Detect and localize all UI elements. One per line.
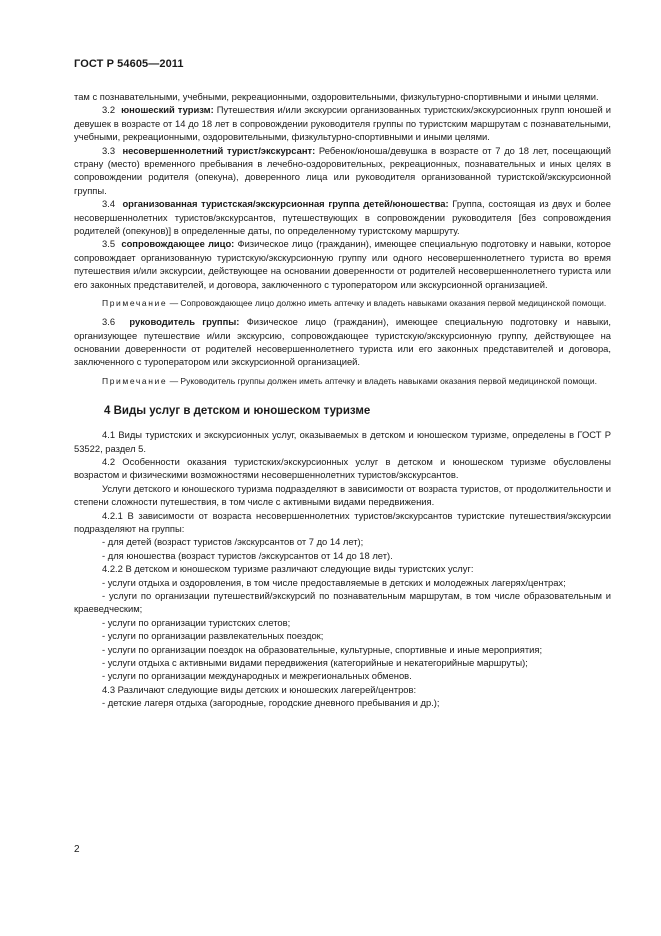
list-item: - для юношества (возраст туристов /экскурсантов от 14 до 18 лет). bbox=[102, 549, 393, 561]
note-text: — Сопровождающее лицо должно иметь аптечку и владеть навыками оказания первой медицинской помощи. bbox=[167, 298, 607, 309]
definition-3-6 bbox=[74, 315, 611, 369]
note-label: Примечание bbox=[102, 298, 168, 309]
list-item: - услуги по организации поездок на образовательные, культурные, спортивные и иные мероприятия; bbox=[102, 643, 543, 655]
note-1 bbox=[74, 297, 611, 309]
term: сопровождающее лицо: bbox=[121, 238, 235, 250]
definition-3-2 bbox=[74, 103, 611, 143]
clause-number: 3.4 bbox=[102, 198, 116, 210]
clause-4-2-text: Услуги детского и юношеского туризма подразделяют в зависимости от возраста туристов, от продолжительности и степени сложности путешествия, в том числе с активными видами передвижения. bbox=[74, 482, 611, 508]
definition-3-3 bbox=[74, 144, 611, 198]
definition-3-4 bbox=[74, 197, 611, 237]
clause-number: 3.2 bbox=[102, 104, 116, 116]
section-4-heading: 4 Виды услуг в детском и юношеском туризме bbox=[104, 404, 371, 417]
list-item: - услуги по организации путешествий/экскурсий по познавательным маршрутам, в том числе образовательным и краеведческим; bbox=[74, 590, 611, 615]
list-item: - услуги по организации развлекательных поездок; bbox=[102, 630, 324, 642]
definition-text: Группа, состоящая из двух и более несовершеннолетних туристов/экскурсантов, путешествующих в сопровождении руководителя [без сопровождения родителей (опекунов)] в определенные даты, по определенному туристскому маршруту. bbox=[74, 198, 611, 237]
term: несовершеннолетний турист/экскурсант: bbox=[122, 144, 316, 156]
list-item: - услуги по организации туристских слетов; bbox=[102, 616, 291, 628]
paragraph-continuation: там с познавательными, учебными, рекреационными, оздоровительными, физкультурно-спортивными и иными целями. bbox=[74, 91, 599, 102]
term: руководитель группы: bbox=[129, 316, 240, 328]
note-text: — Руководитель группы должен иметь аптечку и владеть навыками оказания первой медицинской помощи. bbox=[167, 375, 598, 386]
list-item: - услуги по организации международных и межрегиональных обменов. bbox=[102, 670, 412, 682]
standard-header: ГОСТ Р 54605—2011 bbox=[74, 58, 184, 70]
clause-4-2-1: 4.2.1 В зависимости от возраста несовершеннолетних туристов/экскурсантов туристские путешествия/экскурсии подразделяют на группы: bbox=[74, 509, 611, 534]
note-2 bbox=[74, 375, 611, 387]
definition-text: Ребенок/юноша/девушка в возрасте от 7 до 18 лет, посещающий страну (место) временного пребывания в лечебно-оздоровительных, рекреационных, познавательных и иных целях в сопровождении родителя (опекуна), доверенного лица или руководителя организованной туристской/экскурсионной группы. bbox=[74, 144, 611, 196]
list-item: - услуги отдыха с активными видами передвижения (категорийные и некатегорийные маршруты); bbox=[102, 657, 528, 669]
clause-4-2: 4.2 Особенности оказания туристских/экскурсионных услуг в детском и юношеском туризме обусловлены возрастом и физическими возможностями несовершеннолетних туристов/экскурсантов. bbox=[74, 455, 611, 481]
list-item: - детские лагеря отдыха (загородные, городские дневного пребывания и др.); bbox=[102, 697, 440, 709]
list-item: - для детей (возраст туристов /экскурсантов от 7 до 14 лет); bbox=[102, 536, 364, 548]
page-number: 2 bbox=[74, 844, 80, 855]
note-label: Примечание bbox=[102, 375, 168, 386]
definition-text: Путешествия и/или экскурсии организованных туристских/экскурсионных групп юношей и девушек в возрасте от 14 до 18 лет в сопровождении руководителя группы по туристским маршрутам с познавательными, учебными, рекреационными, оздоровительными, физкультурно-спортивными и иными целями. bbox=[74, 104, 611, 143]
clause-4-3: 4.3 Различают следующие виды детских и юношеских лагерей/центров: bbox=[102, 683, 417, 695]
document-body bbox=[74, 90, 611, 710]
definition-text: Физическое лицо (гражданин), имеющее специальную подготовку и навыки, которое сопровождает организованную туристскую/экскурсионную группу или одного несовершеннолетнего туриста во время путешествия и/или экскурсии, действующее на основании доверенности от родителей несовершеннолетнего туриста или его законных представителей, и договора, заключенного с туроператором или экскурсионной организацией. bbox=[74, 238, 611, 290]
clause-4-2-2: 4.2.2 В детском и юношеском туризме различают следующие виды туристских услуг: bbox=[102, 563, 474, 575]
list-item: - услуги отдыха и оздоровления, в том числе предоставляемые в детских и молодежных лагерях/центрах; bbox=[102, 576, 566, 588]
clause-4-1: 4.1 Виды туристских и экскурсионных услуг, оказываемых в детском и юношеском туризме, определены в ГОСТ Р 53522, раздел 5. bbox=[74, 429, 611, 454]
definition-text: Физическое лицо (гражданин), имеющее специальную подготовку и навыки, организующее путешествие и/или экскурсию, сопровождающее туристскую/экскурсионную группу, действующее на основании доверенности от родителей несовершеннолетнего туриста или его законных представителей и договора, заключенного с туроператором или экскурсионной организацией. bbox=[74, 316, 611, 368]
definition-3-5 bbox=[74, 237, 611, 291]
term: организованная туристская/экскурсионная группа детей/юношества: bbox=[122, 198, 449, 210]
clause-number: 3.5 bbox=[102, 238, 116, 250]
clause-number: 3.3 bbox=[102, 144, 116, 156]
clause-number: 3.6 bbox=[102, 316, 116, 328]
term: юношеский туризм: bbox=[121, 104, 214, 116]
